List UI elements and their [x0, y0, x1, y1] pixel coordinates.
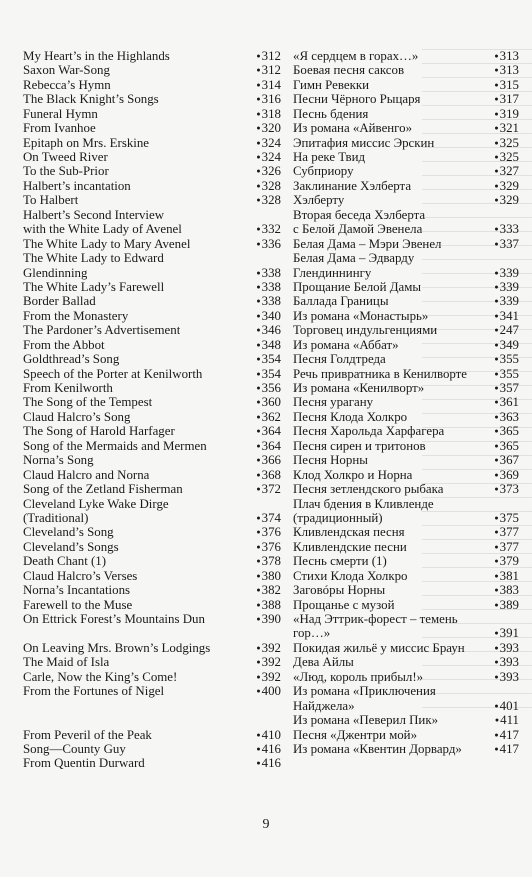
- entry-page-number: ● 324: [254, 150, 281, 164]
- toc-entry: [293, 323, 519, 337]
- toc-entry: [293, 728, 519, 742]
- toc-entry: [293, 439, 519, 453]
- entry-page-number: ● 400: [254, 684, 281, 698]
- toc-entry: [23, 381, 281, 395]
- toc-entry: [23, 352, 281, 366]
- entry-title: Вторая беседа Хэлберта: [293, 207, 426, 222]
- entry-page-number: ● 389: [492, 598, 519, 612]
- entry-title: Клод Холкро и Норна: [293, 467, 413, 482]
- entry-title: Goldthread’s Song: [23, 352, 120, 367]
- toc-entry: [23, 294, 281, 308]
- entry-title: Торговец индульгенциями: [293, 323, 438, 338]
- entry-title: Хэлберту: [293, 193, 345, 208]
- entry-title: Claud Halcro’s Verses: [23, 568, 138, 583]
- entry-page-number: ● 378: [254, 554, 281, 568]
- entry-title: Из романа «Кенилворт»: [293, 381, 425, 396]
- toc-entry: [293, 410, 519, 424]
- entry-title: Заговóры Норны: [293, 583, 386, 598]
- toc-entry: [293, 742, 519, 756]
- entry-page-number: ● 329: [492, 179, 519, 193]
- toc-entry: [23, 121, 281, 135]
- toc-entry: [23, 756, 281, 770]
- toc-entry: [293, 165, 519, 179]
- entry-page-number: ● 317: [492, 92, 519, 106]
- entry-page-number: ● 325: [492, 136, 519, 150]
- toc-entry: [23, 410, 281, 424]
- toc-entry: [293, 598, 519, 612]
- entry-page-number: ● 338: [254, 280, 281, 294]
- entry-page-number: ● 362: [254, 410, 281, 424]
- entry-title: Заклинание Хэлберта: [293, 178, 412, 193]
- entry-title: My Heart’s in the Highlands: [23, 48, 170, 63]
- toc-entry: [293, 208, 519, 237]
- entry-title: The White Lady’s Farewell: [23, 279, 165, 294]
- toc-entry: [23, 179, 281, 193]
- toc-entry: [23, 453, 281, 467]
- toc-entry: [23, 150, 281, 164]
- entry-page-number: ● 356: [254, 381, 281, 395]
- entry-title: Белая Дама – Мэри Эвенел: [293, 236, 442, 251]
- toc-entry: [293, 381, 519, 395]
- entry-title: Гимн Ревекки: [293, 77, 370, 92]
- entry-title: Из романа «Квентин Дорвард»: [293, 741, 462, 756]
- entry-title: Cleveland Lyke Wake Dirge: [23, 496, 169, 511]
- entry-title: Глендиннингу: [293, 265, 372, 280]
- toc-entry: [293, 78, 519, 92]
- entry-page-number: ● 363: [492, 410, 519, 424]
- entry-title: Прощанье с музой: [293, 597, 395, 612]
- entry-title: Песня зетлендского рыбака: [293, 482, 444, 497]
- entry-page-number: ● 377: [492, 525, 519, 539]
- entry-page-number: ● 337: [492, 237, 519, 251]
- entry-page-number: ● 346: [254, 323, 281, 337]
- toc-entry: [23, 237, 281, 251]
- toc-entry: [23, 92, 281, 106]
- entry-page-number: ● 417: [492, 728, 519, 742]
- entry-title: Norna’s Incantations: [23, 583, 131, 598]
- entry-title: Боевая песня саксов: [293, 63, 405, 78]
- toc-entry: [23, 165, 281, 179]
- entry-page-number: ● 367: [492, 453, 519, 467]
- entry-page-number: ● 393: [492, 655, 519, 669]
- toc-entry: [293, 396, 519, 410]
- entry-title: (традиционный): [293, 510, 383, 525]
- entry-title: The Black Knight’s Songs: [23, 92, 159, 107]
- entry-title: «Люд, король прибыл!»: [293, 669, 424, 684]
- entry-page-number: ● 411: [493, 713, 519, 727]
- toc-entry: [23, 612, 281, 626]
- entry-title: Speech of the Porter at Kenilworth: [23, 366, 203, 381]
- entry-page-number: ● 321: [492, 121, 519, 135]
- entry-title: Белая Дама – Эдварду: [293, 251, 415, 266]
- entry-page-number: ● 318: [254, 107, 281, 121]
- entry-page-number: ● 364: [254, 424, 281, 438]
- entry-title: Claud Halcro’s Song: [23, 409, 131, 424]
- entry-title: Rebecca’s Hymn: [23, 77, 111, 92]
- entry-page-number: ● 364: [254, 439, 281, 453]
- entry-title: Песни Чёрного Рыцаря: [293, 92, 421, 107]
- toc-entry: [23, 63, 281, 77]
- entry-page-number: ● 368: [254, 468, 281, 482]
- toc-entry: [293, 251, 519, 280]
- entry-title: From the Abbot: [23, 337, 105, 352]
- entry-page-number: ● 320: [254, 121, 281, 135]
- entry-page-number: ● 340: [254, 309, 281, 323]
- entry-title: Баллада Границы: [293, 294, 389, 309]
- toc-entry: [23, 554, 281, 568]
- toc-entry: [293, 569, 519, 583]
- spacer: [23, 699, 281, 713]
- entry-page-number: ● 312: [254, 49, 281, 63]
- spacer: [23, 713, 281, 727]
- toc-entry: [23, 323, 281, 337]
- russian-contents-column: [293, 49, 519, 756]
- toc-entry: [293, 453, 519, 467]
- entry-page-number: ● 329: [492, 193, 519, 207]
- entry-title: The Song of the Tempest: [23, 395, 153, 410]
- entry-title: На реке Твид: [293, 150, 366, 165]
- toc-entry: [23, 641, 281, 655]
- entry-page-number: ● 392: [254, 655, 281, 669]
- entry-title: The Song of Harold Harfager: [23, 424, 175, 439]
- entry-page-number: ● 349: [492, 338, 519, 352]
- entry-title: Song of the Mermaids and Mermen: [23, 438, 207, 453]
- entry-page-number: ● 339: [492, 294, 519, 308]
- entry-page-number: ● 365: [492, 424, 519, 438]
- page-number: 9: [262, 817, 270, 832]
- toc-entry: [293, 482, 519, 496]
- entry-title: «Я сердцем в горах…»: [293, 48, 419, 63]
- toc-entry: [293, 497, 519, 526]
- entry-title: On Leaving Mrs. Brown’s Lodgings: [23, 640, 211, 655]
- toc-entry: [23, 655, 281, 669]
- entry-page-number: ● 373: [492, 482, 519, 496]
- entry-title: Из романа «Певерил Пик»: [293, 713, 439, 728]
- entry-title: Border Ballad: [23, 294, 96, 309]
- toc-entry: [293, 540, 519, 554]
- entry-title: Из романа «Приключения: [293, 684, 436, 699]
- entry-page-number: ● 417: [492, 742, 519, 756]
- entry-page-number: ● 365: [492, 439, 519, 453]
- entry-title: Песня сирен и тритонов: [293, 438, 426, 453]
- entry-title: Кливлендские песни: [293, 539, 407, 554]
- entry-page-number: ● 401: [492, 699, 519, 713]
- entry-page-number: ● 410: [254, 728, 281, 742]
- toc-entry: [293, 338, 519, 352]
- toc-entry: [293, 294, 519, 308]
- toc-entry: [23, 742, 281, 756]
- entry-page-number: ● 392: [254, 670, 281, 684]
- entry-page-number: ● 316: [254, 92, 281, 106]
- entry-title: Halbert’s incantation: [23, 178, 131, 193]
- entry-page-number: ● 372: [254, 482, 281, 496]
- toc-entry: [23, 309, 281, 323]
- entry-title: Покидая жильё у миссис Браун: [293, 640, 465, 655]
- toc-entry: [293, 309, 519, 323]
- entry-title: Farewell to the Muse: [23, 597, 133, 612]
- entry-title: Из романа «Айвенго»: [293, 121, 413, 136]
- entry-title: (Traditional): [23, 510, 89, 525]
- toc-entry: [293, 150, 519, 164]
- entry-page-number: ● 341: [492, 309, 519, 323]
- toc-entry: [23, 208, 281, 237]
- toc-entry: [23, 424, 281, 438]
- entry-title: Funeral Hymn: [23, 106, 98, 121]
- toc-entry: [23, 78, 281, 92]
- toc-entry: [23, 468, 281, 482]
- entry-page-number: ● 388: [254, 598, 281, 612]
- entry-page-number: ● 357: [492, 381, 519, 395]
- toc-entry: [293, 136, 519, 150]
- entry-page-number: ● 360: [254, 395, 281, 409]
- entry-title: The Pardoner’s Advertisement: [23, 323, 181, 338]
- entry-title: Песнь бдения: [293, 106, 369, 121]
- toc-entry: [293, 92, 519, 106]
- entry-page-number: ● 376: [254, 540, 281, 554]
- toc-entry: [23, 569, 281, 583]
- spacer: [23, 627, 281, 641]
- entry-page-number: ● 326: [254, 164, 281, 178]
- entry-title: The White Lady to Edward: [23, 251, 164, 266]
- entry-title: Glendinning: [23, 265, 88, 280]
- toc-entry: [23, 525, 281, 539]
- entry-page-number: ● 314: [254, 78, 281, 92]
- toc-entry: [293, 670, 519, 684]
- entry-title: with the White Lady of Avenel: [23, 222, 182, 237]
- entry-page-number: ● 327: [492, 164, 519, 178]
- entry-title: Из романа «Монастырь»: [293, 308, 429, 323]
- entry-page-number: ● 319: [492, 107, 519, 121]
- english-contents-column: [23, 49, 281, 771]
- toc-entry: [293, 554, 519, 568]
- entry-title: From Peveril of the Peak: [23, 727, 152, 742]
- toc-entry: [293, 612, 519, 641]
- entry-page-number: ● 416: [254, 756, 281, 770]
- entry-title: Cleveland’s Song: [23, 525, 114, 540]
- entry-title: From Ivanhoe: [23, 121, 96, 136]
- toc-entry: [23, 107, 281, 121]
- entry-page-number: ● 247: [492, 323, 519, 337]
- toc-entry: [293, 121, 519, 135]
- toc-entry: [293, 280, 519, 294]
- entry-page-number: ● 315: [492, 78, 519, 92]
- entry-title: To Halbert: [23, 193, 79, 208]
- entry-title: Песня Норны: [293, 453, 368, 468]
- toc-entry: [23, 728, 281, 742]
- entry-page-number: ● 332: [254, 222, 281, 236]
- entry-title: Субприору: [293, 164, 354, 179]
- toc-entry: [23, 439, 281, 453]
- entry-page-number: ● 393: [492, 641, 519, 655]
- toc-entry: [293, 63, 519, 77]
- toc-entry: [23, 497, 281, 526]
- toc-entry: [293, 107, 519, 121]
- entry-title: Saxon War-Song: [23, 63, 110, 78]
- entry-title: From the Monastery: [23, 308, 129, 323]
- toc-entry: [23, 540, 281, 554]
- entry-page-number: ● 380: [254, 569, 281, 583]
- entry-page-number: ● 324: [254, 136, 281, 150]
- toc-entry: [23, 482, 281, 496]
- entry-title: Кливлендская песня: [293, 525, 405, 540]
- entry-page-number: ● 374: [254, 511, 281, 525]
- toc-entry: [23, 338, 281, 352]
- toc-entry: [23, 583, 281, 597]
- entry-title: From the Fortunes of Nigel: [23, 684, 165, 699]
- entry-title: «Над Эттрик-форест – темень: [293, 612, 458, 627]
- entry-page-number: ● 369: [492, 468, 519, 482]
- entry-title: Halbert’s Second Interview: [23, 207, 165, 222]
- entry-title: Epitaph on Mrs. Erskine: [23, 135, 150, 150]
- entry-page-number: ● 416: [254, 742, 281, 756]
- toc-entry: [23, 684, 281, 698]
- toc-entry: [293, 655, 519, 669]
- toc-entry: [23, 136, 281, 150]
- toc-entry: [23, 251, 281, 280]
- entry-title: To the Sub-Prior: [23, 164, 109, 179]
- entry-page-number: ● 313: [492, 63, 519, 77]
- entry-page-number: ● 339: [492, 280, 519, 294]
- entry-title: Песня Голдтреда: [293, 352, 386, 367]
- entry-page-number: ● 391: [492, 626, 519, 640]
- toc-entry: [293, 352, 519, 366]
- toc-entry: [23, 49, 281, 63]
- toc-entry: [293, 193, 519, 207]
- entry-title: Из романа «Аббат»: [293, 337, 399, 352]
- entry-page-number: ● 381: [492, 569, 519, 583]
- entry-page-number: ● 355: [492, 352, 519, 366]
- entry-page-number: ● 312: [254, 63, 281, 77]
- toc-entry: [23, 367, 281, 381]
- entry-page-number: ● 375: [492, 511, 519, 525]
- entry-page-number: ● 325: [492, 150, 519, 164]
- entry-page-number: ● 377: [492, 540, 519, 554]
- toc-entry: [293, 684, 519, 713]
- entry-title: From Quentin Durward: [23, 756, 145, 771]
- entry-title: Song of the Zetland Fisherman: [23, 482, 183, 497]
- toc-entry: [293, 424, 519, 438]
- entry-title: Claud Halcro and Norna: [23, 467, 150, 482]
- entry-title: Плач бдения в Кливленде: [293, 496, 434, 511]
- entry-title: гор…»: [293, 626, 331, 641]
- entry-page-number: ● 355: [492, 367, 519, 381]
- entry-title: From Kenilworth: [23, 381, 113, 396]
- toc-entry: [23, 670, 281, 684]
- entry-title: Norna’s Song: [23, 453, 94, 468]
- entry-page-number: ● 366: [254, 453, 281, 467]
- entry-page-number: ● 354: [254, 367, 281, 381]
- entry-page-number: ● 382: [254, 583, 281, 597]
- entry-title: Cleveland’s Songs: [23, 539, 119, 554]
- toc-entry: [23, 193, 281, 207]
- entry-title: On Tweed River: [23, 150, 108, 165]
- entry-title: Прощание Белой Дамы: [293, 279, 422, 294]
- entry-title: The Maid of Isla: [23, 655, 110, 670]
- entry-title: Песня Клода Холкро: [293, 409, 408, 424]
- entry-page-number: ● 392: [254, 641, 281, 655]
- entry-page-number: ● 361: [492, 395, 519, 409]
- entry-title: Песня «Джентри мой»: [293, 727, 418, 742]
- entry-title: On Ettrick Forest’s Mountains Dun: [23, 612, 205, 627]
- toc-entry: [293, 237, 519, 251]
- toc-entry: [293, 641, 519, 655]
- toc-entry: [23, 396, 281, 410]
- toc-entry: [293, 49, 519, 63]
- toc-entry: [293, 525, 519, 539]
- entry-title: Эпитафия миссис Эрскин: [293, 135, 435, 150]
- entry-title: Песня Харольда Харфагера: [293, 424, 445, 439]
- entry-page-number: ● 376: [254, 525, 281, 539]
- entry-page-number: ● 313: [492, 49, 519, 63]
- toc-entry: [293, 367, 519, 381]
- entry-title: Song—County Guy: [23, 741, 126, 756]
- entry-title: Carle, Now the King’s Come!: [23, 669, 178, 684]
- toc-entry: [23, 280, 281, 294]
- entry-page-number: ● 333: [492, 222, 519, 236]
- entry-title: с Белой Дамой Эвенела: [293, 222, 423, 237]
- entry-title: The White Lady to Mary Avenel: [23, 236, 191, 251]
- entry-page-number: ● 338: [254, 294, 281, 308]
- entry-page-number: ● 390: [254, 612, 281, 626]
- entry-title: Стихи Клода Холкро: [293, 568, 408, 583]
- entry-page-number: ● 336: [254, 237, 281, 251]
- entry-page-number: ● 393: [492, 670, 519, 684]
- toc-entry: [293, 468, 519, 482]
- entry-title: Речь привратника в Кенилворте: [293, 366, 468, 381]
- entry-title: Дева Айлы: [293, 655, 354, 670]
- toc-entry: [23, 598, 281, 612]
- entry-title: Песнь смерти (1): [293, 554, 387, 569]
- entry-page-number: ● 348: [254, 338, 281, 352]
- entry-title: Найджела»: [293, 698, 355, 713]
- entry-page-number: ● 328: [254, 193, 281, 207]
- entry-page-number: ● 338: [254, 266, 281, 280]
- entry-title: Песня урагану: [293, 395, 374, 410]
- entry-page-number: ● 339: [492, 266, 519, 280]
- toc-entry: [293, 583, 519, 597]
- entry-title: Death Chant (1): [23, 554, 107, 569]
- toc-entry: [293, 713, 519, 727]
- entry-page-number: ● 383: [492, 583, 519, 597]
- toc-entry: [293, 179, 519, 193]
- entry-page-number: ● 328: [254, 179, 281, 193]
- entry-page-number: ● 379: [492, 554, 519, 568]
- entry-page-number: ● 354: [254, 352, 281, 366]
